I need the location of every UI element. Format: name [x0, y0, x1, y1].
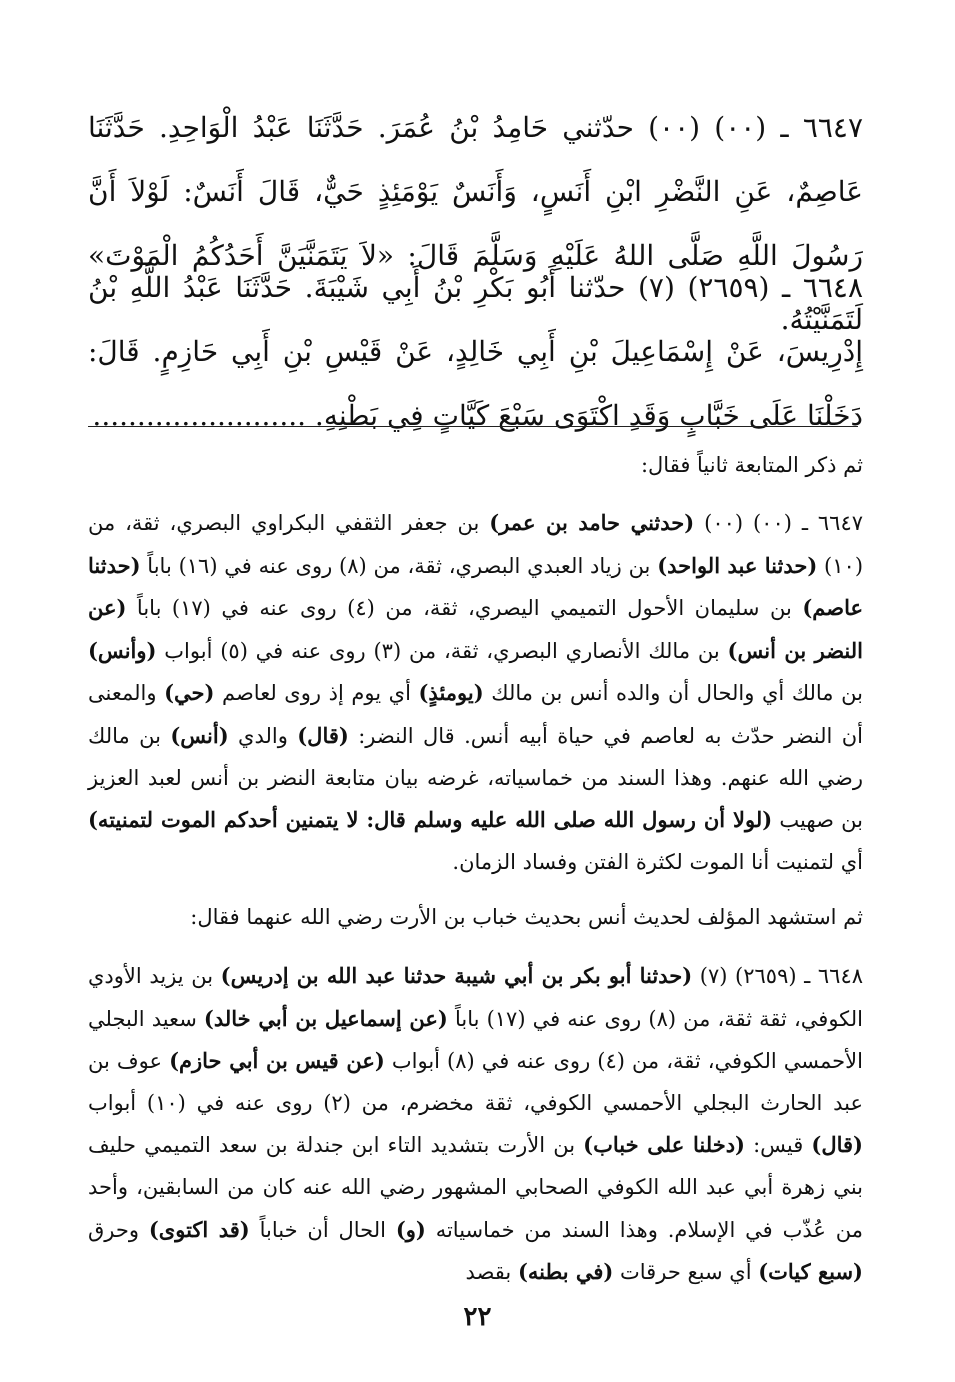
quoted-matn-text: (دخلنا على خباب) [583, 1132, 745, 1158]
commentary-intro-2: ثم استشهد المؤلف لحديث أنس بحديث خباب بن الأرت رضي الله عنهما فقال: [190, 905, 863, 929]
commentary-text: الحال أن خباباً [249, 1217, 396, 1242]
commentary-text: أي سبع حرقات [613, 1260, 759, 1285]
commentary-text: ٦٦٤٧ ـ (٠٠) (٠٠) [694, 511, 864, 535]
commentary-text: أي يوم إذ روى لعاصم [214, 681, 419, 706]
commentary-text: عوف بن عبد الحارث البجلي الأحمسي الكوفي، ثقة مخضرم، من (٢) روى عنه في (١٠) أبواب [88, 1049, 863, 1115]
commentary-text-6647 [88, 502, 863, 883]
commentary-text: بقصد [465, 1260, 518, 1285]
quoted-matn-text: (قال) [811, 1132, 863, 1158]
commentary-text: قيس: [744, 1133, 812, 1158]
commentary-paragraph-6648 [88, 955, 863, 1294]
quoted-matn-text: (لولا أن رسول الله صلى الله عليه وسلم قال: لا يتمنين أحدكم الموت لتمنيته) [88, 807, 773, 833]
commentary-text: أي لتمنيت أنا الموت لكثرة الفتن وفساد الزمان. [452, 849, 863, 874]
commentary-text: بن مالك الأنصاري البصري، ثقة، من (٣) روى عنه في (٥) أبواب [156, 638, 728, 663]
page-number: ٢٢ [463, 1302, 492, 1332]
quoted-matn-text: (عن النضر بن أنس) [88, 595, 863, 663]
quoted-matn-text: (سبع كيات) [758, 1259, 863, 1285]
quoted-matn-text: (حدثني حامد بن عمر) [489, 510, 695, 535]
commentary-text: بن الأرت بتشديد التاء ابن جندلة بن سعد التميمي حليف بني زهرة أبي عبد الله الكوفي الصحابي المشهور رضي الله عنه كان من السابقين، وأحد من عُذّب في الإسلام. وهذا السند من خماسياته [88, 1133, 863, 1242]
quoted-matn-text: (في بطنه) [517, 1259, 614, 1285]
commentary-text: سعيد البجلي الأحمسي الكوفي، ثقة، من (٤) روى عنه في (٨) أبواب [88, 1006, 863, 1074]
commentary-paragraph-6647 [88, 502, 863, 883]
commentary-text: وحرق [88, 1217, 149, 1242]
commentary-text: بن مالك أي والحال أن والده أنس بن مالك [483, 681, 863, 706]
quoted-matn-text: (عن إسماعيل بن أبي خالد) [203, 1005, 448, 1031]
commentary-text: ٦٦٤٨ ـ (٢٦٥٩) (٧) [692, 964, 864, 988]
quoted-matn-text: (حدثنا أبو بكر بن أبي شيبة حدثنا عبد الله بن إدريس) [220, 963, 693, 988]
quoted-matn-text: (قد اكتوى) [148, 1216, 250, 1242]
quoted-matn-text: (أنس) [170, 722, 229, 748]
quoted-matn-text: (قال) [297, 722, 349, 748]
footnote-divider [88, 426, 858, 427]
commentary-text-6648 [88, 955, 863, 1294]
hadith-6647-text: ٦٦٤٧ ـ (٠٠) (٠٠) حدّثني حَامِدُ بْنُ عُمَرَ. حَدَّثَنَا عَبْدُ الْوَاحِدِ. حَدَّثَنَا عَاصِمٌ، عَنِ النَّضْرِ ابْنِ أَنَسٍ، وَأَنَسٌ يَوْمَئِذٍ حَيٌّ، قَالَ أَنَسٌ: لَوْلاَ أَنَّ رَسُولَ اللَّهِ صَلَّى اللهُ عَلَيْهِ وَسَلَّمَ قَالَ: «لاَ يَتَمَنَّيَنَّ أَحَدُكُمُ الْمَوْتَ» لَتَمَنَّيْتُهُ. [88, 111, 863, 336]
commentary-intro-1: ثم ذكر المتابعة ثانياً فقال: [640, 453, 863, 477]
quoted-matn-text: (عن قيس بن أبي حازم) [169, 1048, 385, 1074]
quoted-matn-text: (حدثنا عاصم) [88, 552, 864, 621]
quoted-matn-text: (يومئذٍ) [418, 680, 484, 706]
commentary-text: بن سليمان الأحول التميمي اليصري، ثقة، من (٤) روى عنه في (١٧) باباً [126, 596, 803, 621]
commentary-text: بن يزيد الأودي الكوفي، ثقة ثقة، من (٨) روى عنه في (١٧) باباً [88, 964, 863, 1031]
hadith-6648-text: ٦٦٤٨ ـ (٢٦٥٩) (٧) حدّثنا أَبُو بَكْرِ بْنُ أَبِي شَيْبَةَ. حَدَّثَنَا عَبْدُ اللَّهِ بْنُ إِدْرِيسَ، عَنْ إِسْمَاعِيلَ بْنِ أَبِي خَالِدٍ، عَنْ قَيْسِ بْنِ أَبِي حَازِمٍ. قَالَ: دَخَلْنَا عَلَى خَبَّابٍ وَقَدِ اكْتَوَى سَبْعَ كَيَّاتٍ فِي بَطْنِهِ. ........................ [88, 271, 863, 432]
commentary-text: بن جعفر الثقفي البكراوي البصري، ثقة، من (١٠) [88, 511, 864, 578]
commentary-text: بن مالك رضي الله عنهم. وهذا السند من خماسياته، غرضه بيان متابعة النضر بن أنس لعبد العزيز بن صهيب [88, 723, 863, 833]
quoted-matn-text: (وأنس) [88, 637, 157, 663]
commentary-text: والمعنى أن النضر حدّث به لعاصم في حياة أبيه أنس. قال النضر: [88, 681, 863, 748]
quoted-matn-text: (حي) [164, 680, 215, 706]
commentary-text: بن زياد العبدي البصري، ثقة، من (٨) روى عنه في (١٦) باباً [140, 553, 658, 578]
quoted-matn-text: (و) [395, 1216, 426, 1242]
commentary-text: والدي [228, 723, 298, 748]
quoted-matn-text: (حدثنا عبد الواحد) [657, 552, 818, 578]
